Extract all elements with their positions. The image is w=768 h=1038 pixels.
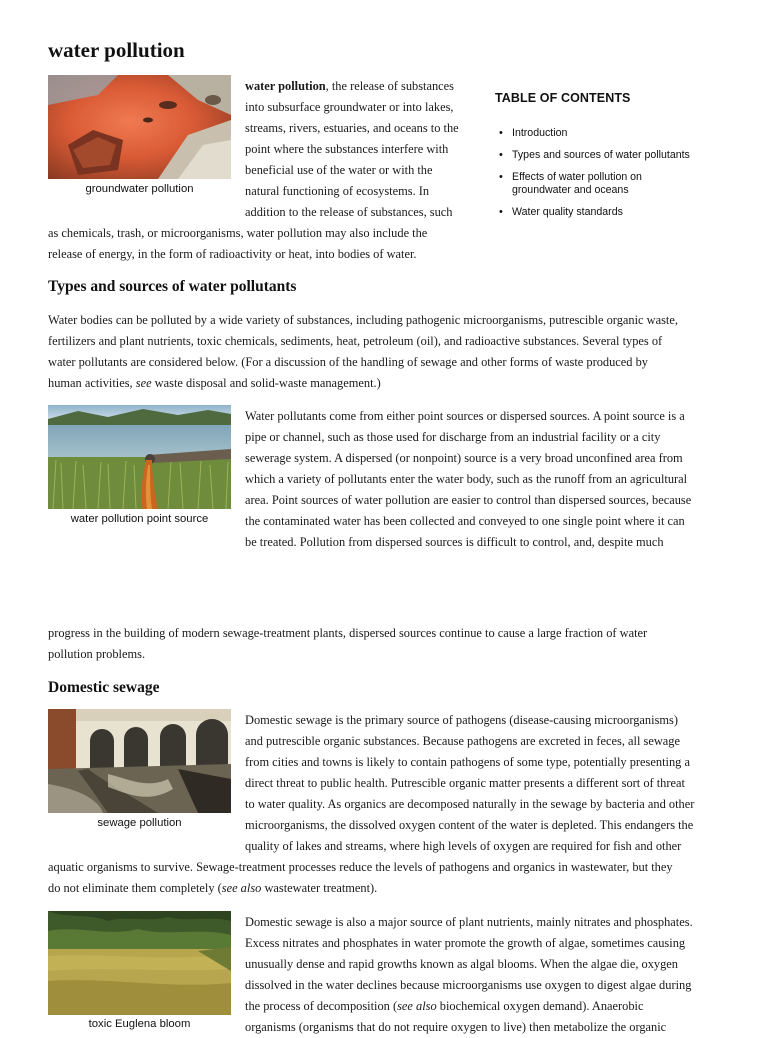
toc-item-effects[interactable]: • Effects of water pollution on groundwater and oceans <box>496 171 736 197</box>
types-paragraph-2-cont: progress in the building of modern sewage-treatment plants, dispersed sources continue to cause a large fraction of water pollution problems. <box>48 626 648 661</box>
intro-paragraph-cont: as chemicals, trash, or microorganisms, water pollution may also include the release of energy, in the form of radioactivity or heat, into bodies of water. <box>48 226 428 261</box>
sewage-caption: sewage pollution <box>97 817 182 829</box>
euglena-bloom-image <box>48 911 231 1015</box>
groundwater-pollution-image <box>48 75 231 179</box>
types-sources-heading: Types and sources of water pollutants <box>48 278 297 295</box>
point-source-image <box>48 405 231 509</box>
intro-term: water pollution <box>245 79 326 93</box>
euglena-caption: toxic Euglena bloom <box>88 1018 191 1030</box>
toc-item-introduction[interactable]: • Introduction <box>496 127 736 140</box>
groundwater-caption: groundwater pollution <box>85 183 194 195</box>
toc-item-water-quality-standards[interactable]: • Water quality standards <box>496 206 736 219</box>
page-title: water pollution <box>48 38 185 62</box>
toc-list <box>496 127 736 228</box>
point-source-caption: water pollution point source <box>70 513 209 525</box>
sewage-paragraph-2: Domestic sewage is also a major source of plant nutrients, mainly nitrates and phosphates. Excess nitrates and phosphates in water promote the growth of algae, sometimes causing unusually dense and rapid growths known as algal blooms. When the algae die, oxygen dissolved in the water declines because microorganisms use oxygen to digest algae during the process of decomposition (see also biochemical oxygen demand). Anaerobic organisms (organisms that do not require oxygen to live) then metabolize the organic <box>245 915 693 1034</box>
toc-heading: TABLE OF CONTENTS <box>495 91 631 105</box>
sewage-paragraph-1: Domestic sewage is the primary source of pathogens (disease-causing microorganisms) and putrescible organic substances. Because pathogens are excreted in feces, all sewage from cities and towns is likely to contain pathogens of some type, potentially presenting a direct threat to public health. Putrescible organic matter presents a different sort of threat to water quality. As organics are decomposed naturally in the sewage by bacteria and other microorganisms, the dissolved oxygen content of the water is depleted. This endangers the quality of lakes and streams, where high levels of oxygen are required for fish and other <box>245 713 695 853</box>
types-paragraph-2: Water pollutants come from either point sources or dispersed sources. A point source is a pipe or channel, such as those used for discharge from an industrial facility or a city sewerage system. A dispersed (or nonpoint) source is a very broad unconfined area from which a variety of pollutants enter the water body, such as the runoff from an agricultural area. Point sources of water pollution are easier to control than dispersed sources, because the contaminated water has been collected and conveyed to one single point where it can be treated. Pollution from dispersed sources is difficult to control, and, despite much <box>245 409 692 549</box>
intro-paragraph: water pollution, the release of substances into subsurface groundwater or into lakes, streams, rivers, estuaries, and oceans to the point where the substances interfere with beneficial use of the water or with the natural functioning of ecosystems. In addition to the release of substances, such <box>245 79 459 219</box>
toc-item-types-and-sources[interactable]: • Types and sources of water pollutants <box>496 149 736 162</box>
sewage-pollution-image <box>48 709 231 813</box>
types-paragraph-1: Water bodies can be polluted by a wide variety of substances, including pathogenic microorganisms, putrescible organic waste, fertilizers and plant nutrients, toxic chemicals, sediments, heat, petroleum (oil), and radioactive substances. Several types of water pollutants are considered below. (For a discussion of the handling of sewage and other forms of waste produced by human activities, see waste disposal and solid-waste management.) <box>48 313 678 390</box>
sewage-paragraph-1-cont: aquatic organisms to survive. Sewage-treatment processes reduce the levels of pathogens and organics in wastewater, but they do not eliminate them completely (see also wastewater treatment). <box>48 860 673 895</box>
domestic-sewage-heading: Domestic sewage <box>48 679 160 696</box>
